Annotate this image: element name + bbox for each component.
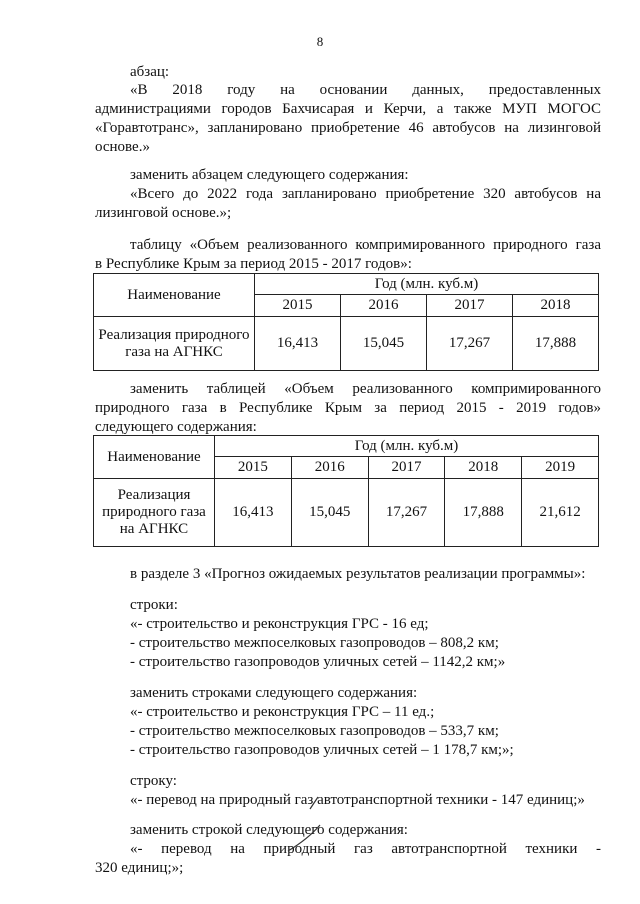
list-line: - строительство газопроводов уличных сетей – 1142,2 км;» <box>130 654 506 670</box>
row-label-line: на АГНКС <box>119 521 189 537</box>
table-intro-line: таблицу «Объем реализованного компримированного природного газа <box>130 237 601 253</box>
table-row-label <box>94 479 215 547</box>
paragraph-label: строки: <box>130 597 178 613</box>
table-header-year: 2017 <box>427 295 513 317</box>
row-label-line: Реализация природного <box>98 326 250 343</box>
quote-line: лизинговой основе.»; <box>95 205 232 221</box>
table-header-year: 2015 <box>255 295 341 317</box>
list-line: - строительство газопроводов уличных сетей – 1 178,7 км;»; <box>130 742 514 758</box>
paragraph: в разделе 3 «Прогноз ожидаемых результатов реализации программы»: <box>130 566 586 582</box>
table-header-name: Наименование <box>94 436 215 479</box>
quote-line: «В 2018 году на основании данных, предоставленных <box>130 82 601 98</box>
table-cell: 17,888 <box>513 317 599 371</box>
page-number: 8 <box>316 34 324 49</box>
table-cell: 16,413 <box>215 479 292 547</box>
table-header-name: Наименование <box>94 274 255 317</box>
table-intro-line: в Республике Крым за период 2015 - 2017 годов»: <box>95 256 412 272</box>
paragraph-label: строку: <box>130 773 177 789</box>
gas-table-2015-2019 <box>93 435 599 547</box>
paragraph-label: заменить строкой следующего содержания: <box>130 822 408 838</box>
table-cell: 21,612 <box>522 479 599 547</box>
table-cell: 15,045 <box>341 317 427 371</box>
table-cell: 16,413 <box>255 317 341 371</box>
table-cell: 17,267 <box>368 479 445 547</box>
quote-line: основе.» <box>95 139 150 155</box>
paragraph-label: заменить строками следующего содержания: <box>130 685 418 701</box>
table-header-year-group: Год (млн. куб.м) <box>255 274 599 295</box>
paragraph-label: заменить абзацем следующего содержания: <box>130 167 409 183</box>
table-intro-line: следующего содержания: <box>95 419 257 435</box>
gas-table-2015-2017 <box>93 273 599 371</box>
list-line: - строительство межпоселковых газопроводов – 808,2 км; <box>130 635 499 651</box>
table-cell: 15,045 <box>291 479 368 547</box>
list-line: «- строительство и реконструкция ГРС - 16 ед; <box>130 616 429 632</box>
row-label-line: Реализация <box>117 487 191 503</box>
quote-line: «Горавтотранс», запланировано приобретение 46 автобусов на лизинговой <box>95 120 601 136</box>
list-line: «- перевод на природный газ автотранспортной техники - 147 единиц;» <box>130 792 585 808</box>
paragraph-label: абзац: <box>130 64 170 80</box>
table-cell: 17,888 <box>445 479 522 547</box>
table-header-year: 2018 <box>445 457 522 479</box>
table-header-year: 2018 <box>513 295 599 317</box>
quote-line: «Всего до 2022 года запланировано приобретение 320 автобусов на <box>130 186 601 202</box>
row-label-line: природного газа <box>102 504 206 520</box>
list-line: 320 единиц;»; <box>95 860 184 876</box>
table-intro-line: природного газа в Республике Крым за период 2015 - 2019 годов» <box>95 400 601 416</box>
table-cell: 17,267 <box>427 317 513 371</box>
table-row-label <box>94 317 255 371</box>
list-line: «- перевод на природный газ автотранспортной техники - <box>130 841 601 857</box>
table-header-year: 2016 <box>291 457 368 479</box>
table-header-year: 2016 <box>341 295 427 317</box>
table-header-year: 2019 <box>522 457 599 479</box>
table-intro-line: заменить таблицей «Объем реализованного компримированного <box>130 381 601 397</box>
list-line: - строительство межпоселковых газопроводов – 533,7 км; <box>130 723 499 739</box>
row-label-line: газа на АГНКС <box>125 343 223 360</box>
table-header-year: 2017 <box>368 457 445 479</box>
list-line: «- строительство и реконструкция ГРС – 11 ед.; <box>130 704 435 720</box>
table-header-year: 2015 <box>215 457 292 479</box>
table-header-year-group: Год (млн. куб.м) <box>215 436 599 457</box>
quote-line: администрациями городов Бахчисарая и Керчи, а также МУП МОГОС <box>95 101 601 117</box>
pen-mark-icon <box>280 795 330 855</box>
